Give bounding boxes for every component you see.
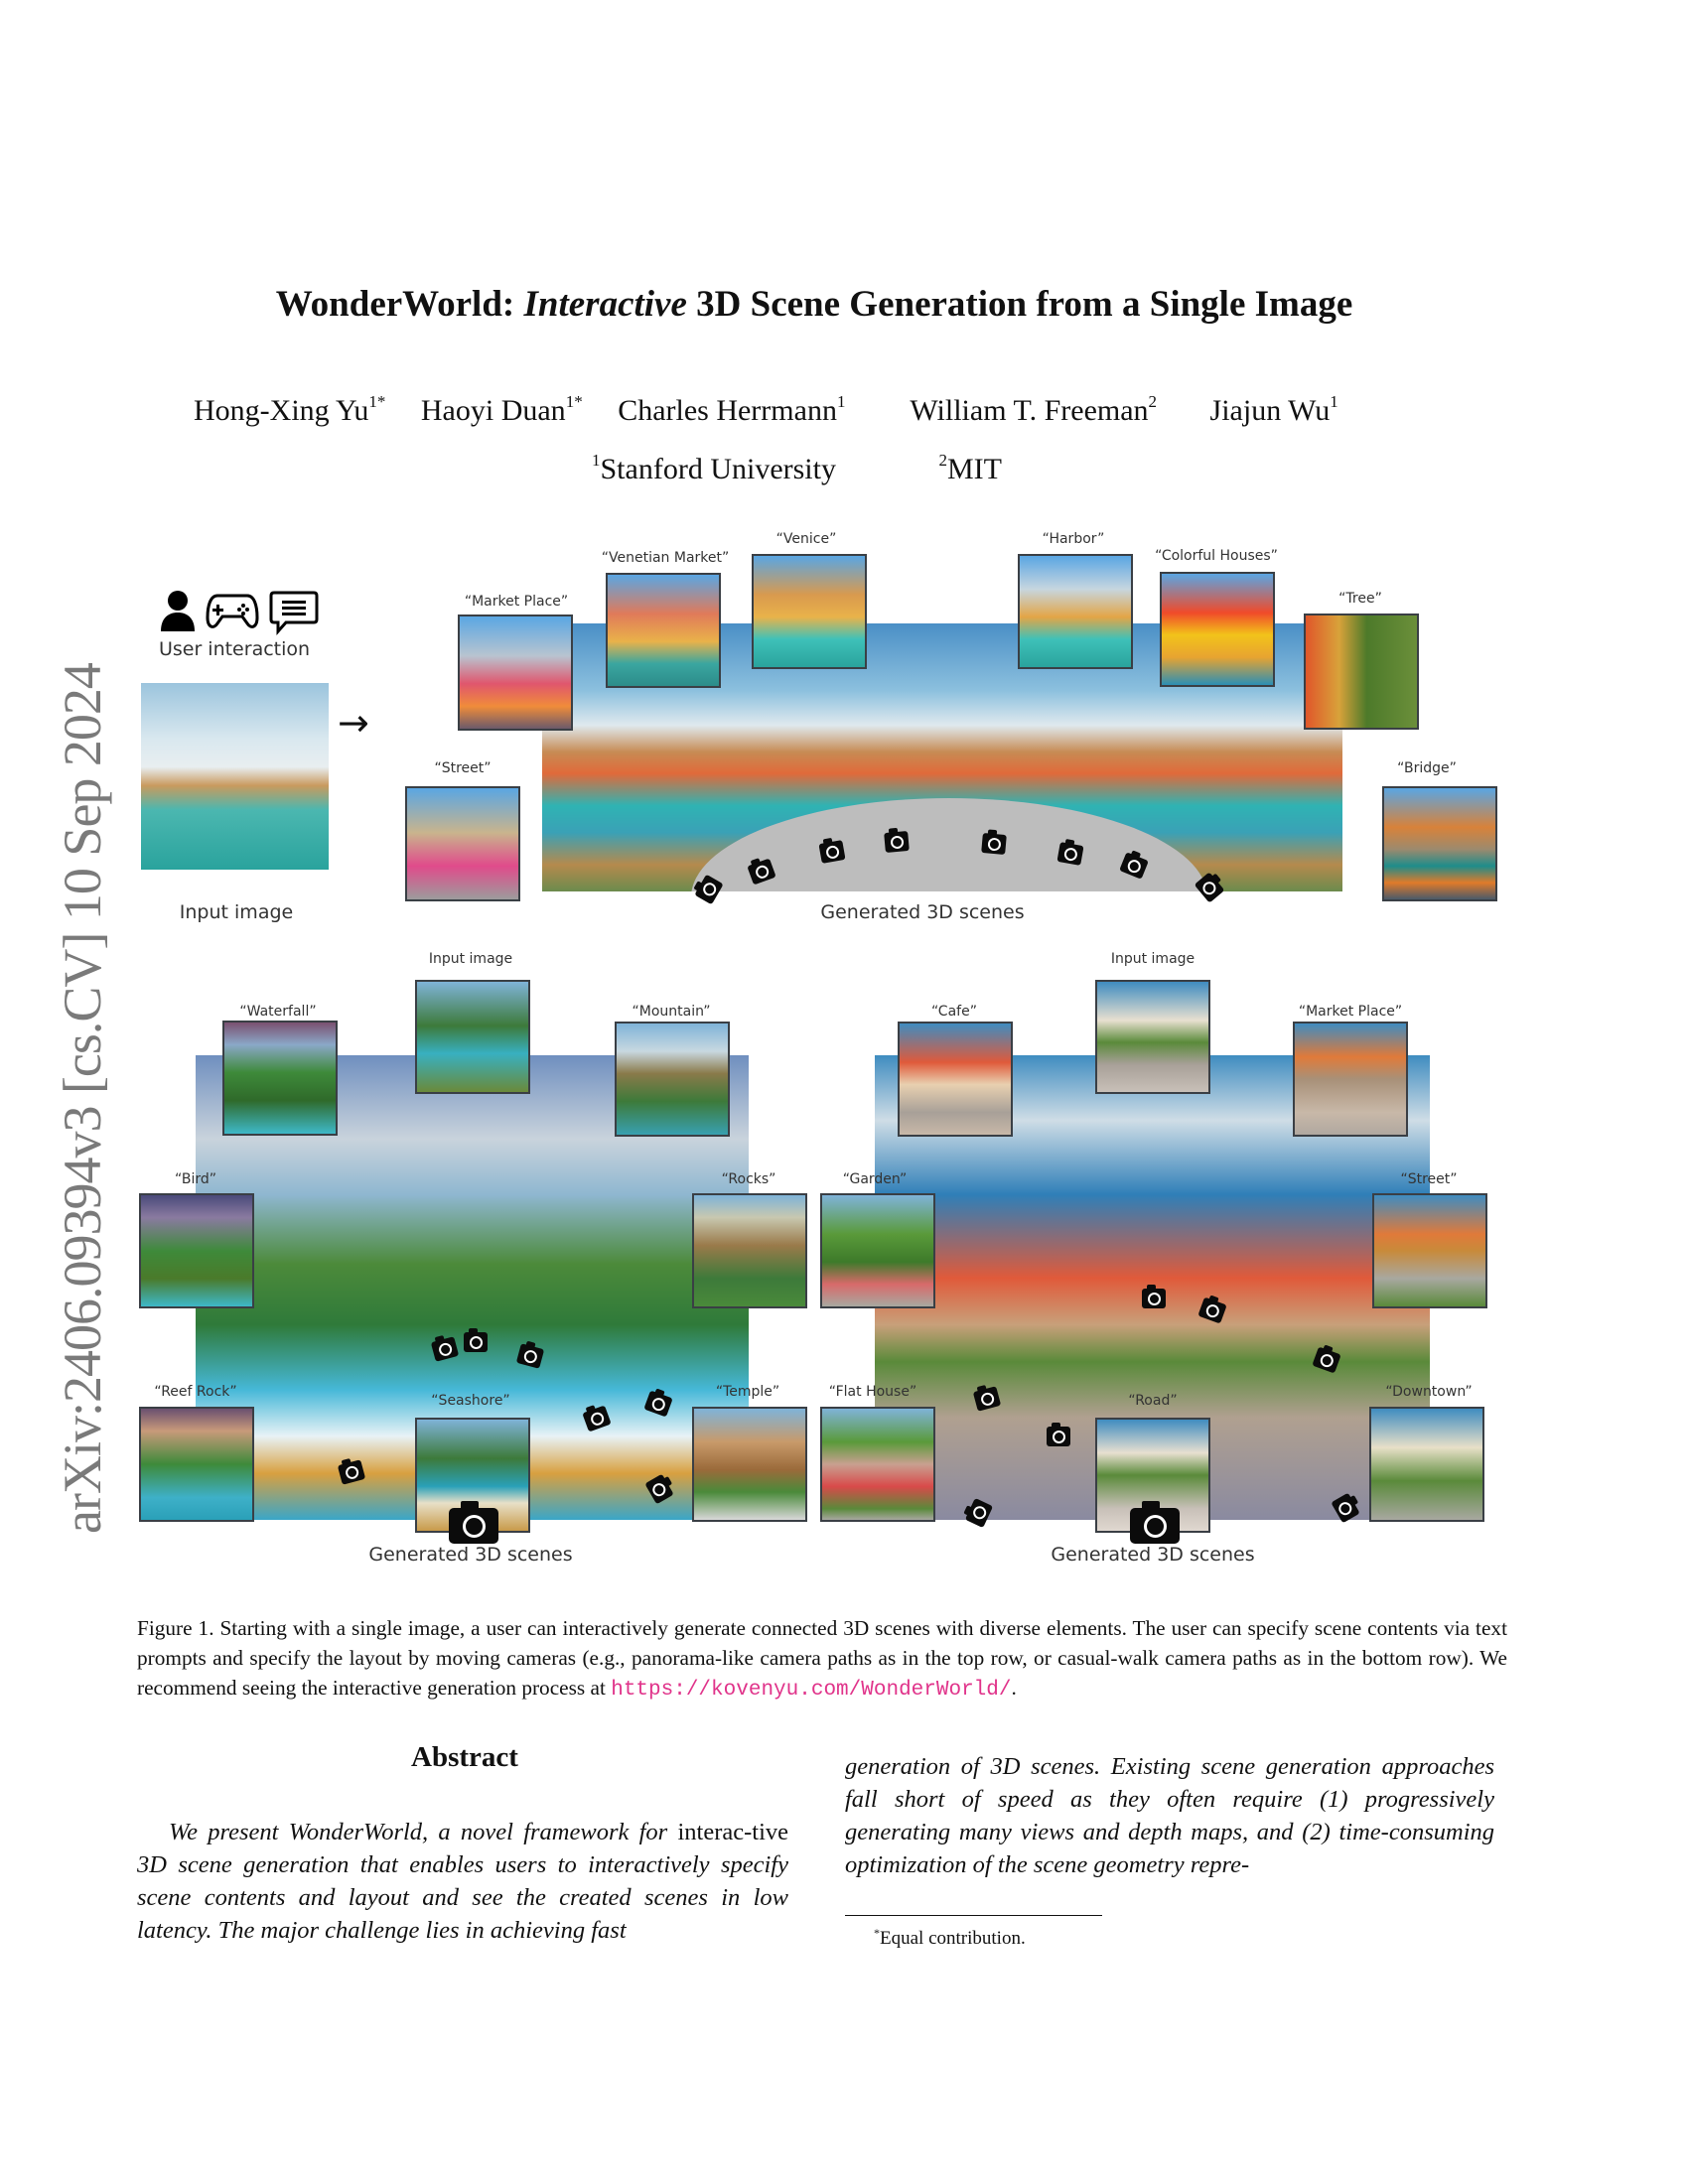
affiliation: $^2$MIT [938,451,1002,485]
gamepad-icon [206,592,259,631]
thumb-temple [692,1407,807,1522]
prompt-label: “Garden” [842,1171,908,1187]
thumb-bird [139,1193,254,1308]
camera-icon [1142,1289,1166,1308]
prompt-label: “Market Place” [464,594,569,610]
prompt-label: “Rocks” [721,1171,776,1187]
abstract-right-column: generation of 3D scenes. Existing scene generation approaches fall short of speed as they often require (1) progressively generating many views and depth maps, and (2) time-consuming optimization of the scene geometry repre- [845,1753,1494,1878]
thumb-downtown [1369,1407,1484,1522]
input-image-venice [141,683,329,870]
thumb-garden [820,1193,935,1308]
footnote-rule [845,1915,1102,1916]
thumb-flat-house [820,1407,935,1522]
abstract-left-column: We present WonderWorld, a novel framework for interac-tive 3D scene generation that enables users to interactively specify scene contents and layout and see the created scenes in low latency. The major challenge lies in achieving fast [137,1819,788,1944]
author: Charles Herrmann$^1$ [618,392,846,427]
thumb-venetian-market [606,573,721,688]
thumb-colorful-houses [1160,572,1275,687]
prompt-label: “Bridge” [1397,760,1457,776]
camera-icon [464,1332,488,1352]
camera-icon [884,831,910,853]
prompt-label: “Bird” [175,1171,216,1187]
prompt-label: “Waterfall” [239,1004,317,1020]
author: Hong-Xing $Yu^{1*}$ [194,392,386,427]
affiliation: $^1$Stanford University [592,451,836,485]
prompt-label: “Road” [1128,1393,1178,1409]
thumb-cafe [898,1022,1013,1137]
prompt-label: “Flat House” [828,1384,917,1400]
person-icon [159,590,197,631]
prompt-label: “Temple” [715,1384,780,1400]
camera-icon [818,840,845,864]
prompt-label: “Colorful Houses” [1155,548,1278,564]
input-image-label: Input image [179,901,294,923]
project-url-link[interactable]: https://kovenyu.com/WonderWorld/ [611,1679,1012,1702]
camera-icon [1047,1427,1070,1446]
camera-icon [449,1508,498,1544]
thumb-mountain [615,1022,730,1137]
prompt-label: “Tree” [1338,591,1382,607]
prompt-label: “Seashore” [431,1393,510,1409]
prompt-label: “Cafe” [931,1004,977,1020]
author: Jiajun Wu$^1$ [1209,392,1338,427]
thumb-market-place-2 [1293,1022,1408,1137]
thumb-input-town [1095,980,1210,1094]
affiliations [592,451,1002,486]
author: William T. Freeman$^2$ [910,392,1158,427]
prompt-label: “Mountain” [632,1004,711,1020]
abstract-heading: Abstract [411,1741,518,1773]
author-list [194,392,1366,428]
generated-scenes-label: Generated 3D scenes [820,901,1025,923]
user-interaction-label: User interaction [158,638,311,660]
thumb-rocks [692,1193,807,1308]
thumb-input-fantasy [415,980,530,1094]
generated-scenes-label: Generated 3D scenes [1051,1544,1255,1566]
generated-scenes-label: Generated 3D scenes [368,1544,573,1566]
thumb-venice [752,554,867,669]
thumb-harbor [1018,554,1133,669]
figure-caption: Figure 1. Starting with a single image, a user can interactively generate connected 3D scenes with diverse elements. The user can specify scene contents via text prompts and specify the layout by moving cameras (e.g., panorama-like camera paths as in the top row, or casual-walk camera paths as in the bottom row). We recommend seeing the interactive generation process at https://kovenyu.com/WonderWorld/. [137,1616,1507,1702]
prompt-label: “Street” [1400,1171,1458,1187]
thumb-market-place [458,614,573,731]
prompt-label: “Venetian Market” [601,550,730,566]
camera-icon [1130,1508,1180,1544]
prompt-label: “Street” [434,760,492,776]
prompt-label: “Harbor” [1042,531,1105,547]
prompt-label: “Reef Rock” [154,1384,237,1400]
author: Haoyi Duan$^{1*}$ [420,392,583,427]
prompt-label: “Downtown” [1385,1384,1473,1400]
arrow: → [338,701,369,745]
thumb-reef-rock [139,1407,254,1522]
camera-icon [981,833,1007,855]
prompt-label: “Venice” [775,531,837,547]
input-image-label: Input image [428,951,513,967]
prompt-label: “Market Place” [1298,1004,1403,1020]
thumb-tree [1304,614,1419,730]
thumb-street-2 [1372,1193,1487,1308]
thumb-bridge [1382,786,1497,901]
input-image-label: Input image [1110,951,1196,967]
chat-bubble-icon [268,590,320,635]
camera-icon [1056,842,1083,866]
thumb-waterfall [222,1021,338,1136]
arxiv-stamp: arXiv:2406.09394v3 [cs.CV] 10 Sep 2024 [53,663,112,1534]
thumb-street [405,786,520,901]
footnote: *Equal contribution. [874,1926,1026,1949]
paper-title: WonderWorld: Interactive 3D Scene Generation from a Single Image [275,284,1353,325]
